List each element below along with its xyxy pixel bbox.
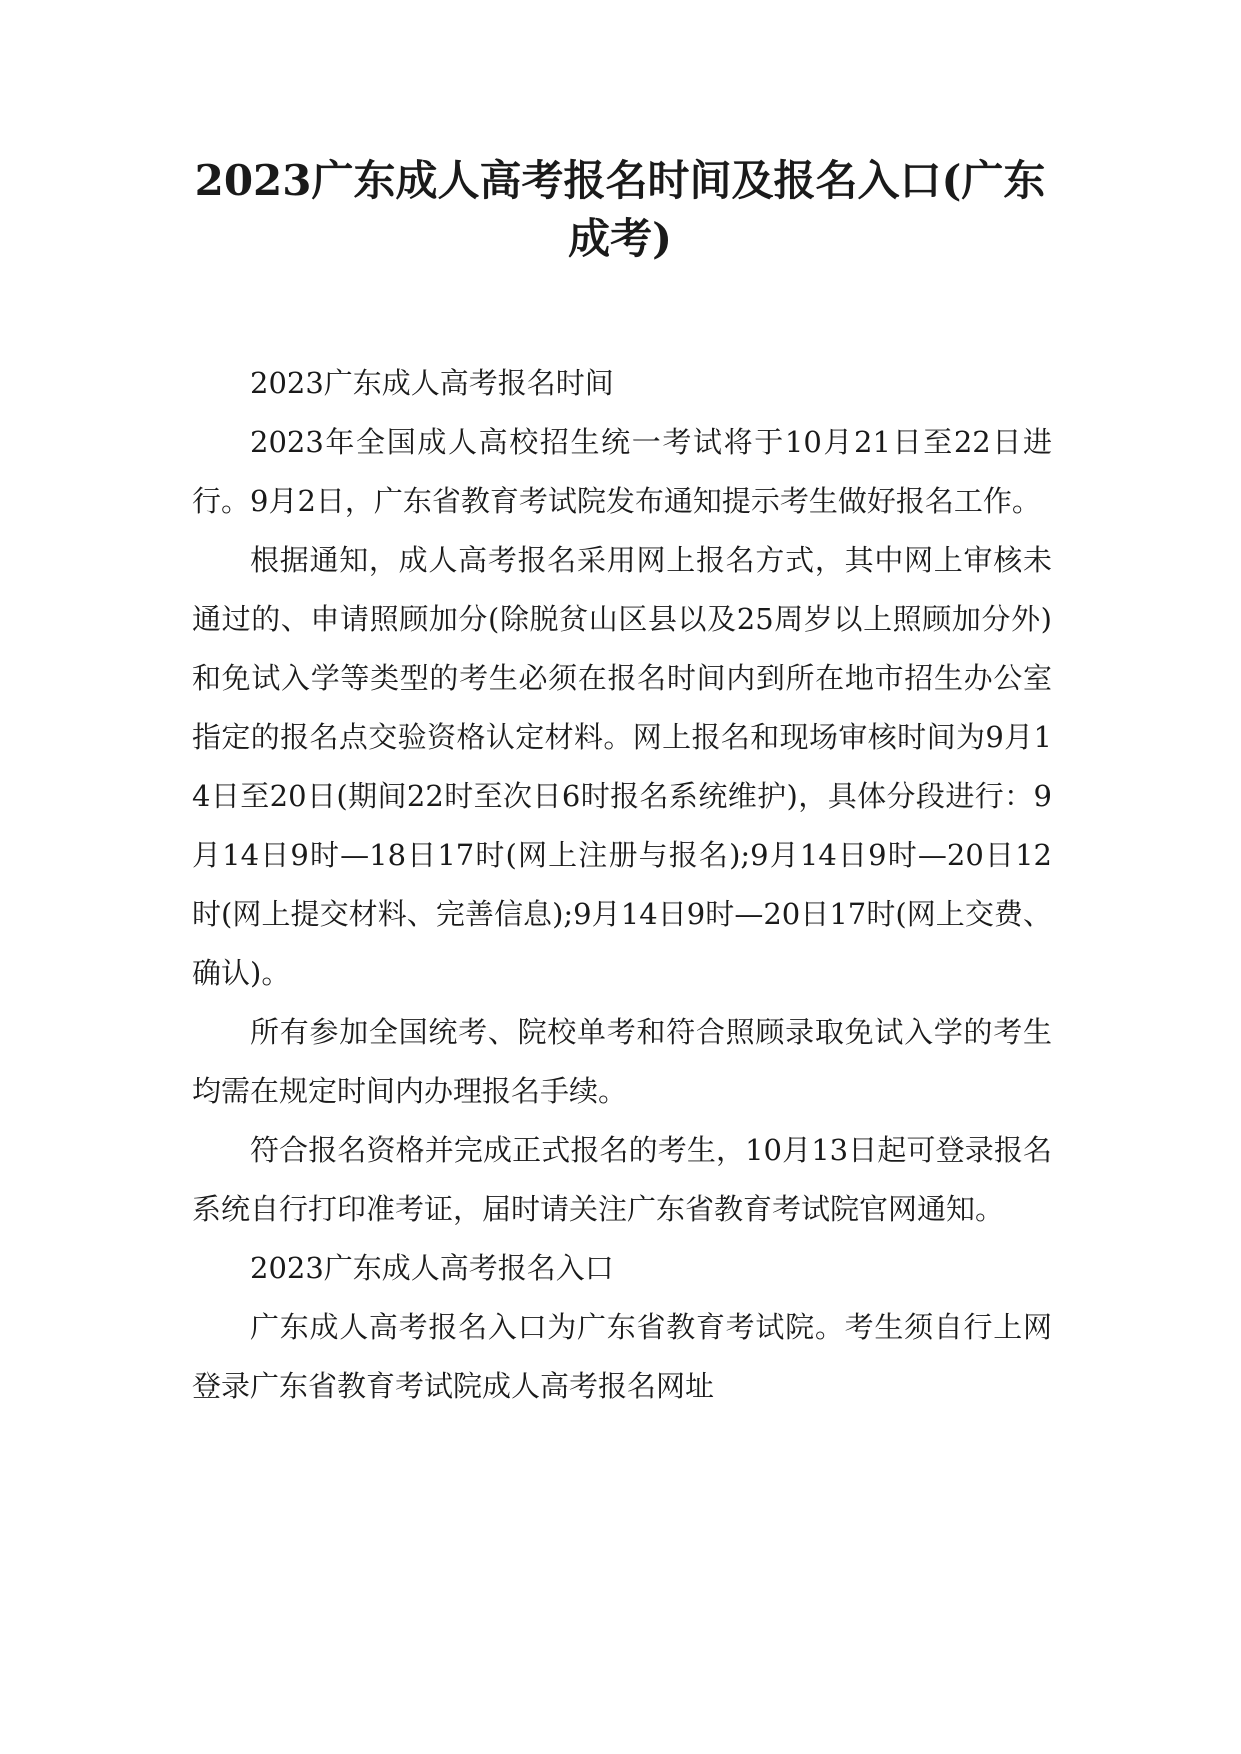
paragraph-admission-ticket: 符合报名资格并完成正式报名的考生，10月13日起可登录报名系统自行打印准考证，届时请关注广东省教育考试院官网通知。	[192, 1133, 1052, 1226]
document-title: 2023广东成人高考报名时间及报名入口(广东成考)	[194, 156, 1046, 263]
paragraph-registration-method: 根据通知，成人高考报名采用网上报名方式，其中网上审核未通过的、申请照顾加分(除脱贫山区县以及25周岁以上照顾加分外)和免试入学等类型的考生必须在报名时间内到所在地市招生办公室指定的报名点交验资格认定材料。网上报名和现场审核时间为9月14日至20日(期间22时至次日6时报名系统维护)，具体分段进行：9月14日9时—18日17时(网上注册与报名);9月14日9时—20日12时(网上提交材料、完善信息);9月14日9时—20日17时(网上交费、确认)。	[192, 543, 1052, 990]
paragraph-registration-entry: 广东成人高考报名入口为广东省教育考试院。考生须自行上网登录广东省教育考试院成人高考报名网址	[192, 1310, 1052, 1403]
section-heading-registration-entry: 2023广东成人高考报名入口	[250, 1251, 614, 1285]
section-heading-registration-time: 2023广东成人高考报名时间	[250, 366, 614, 400]
document-body	[192, 354, 1052, 1416]
paragraph-registration-requirement: 所有参加全国统考、院校单考和符合照顾录取免试入学的考生均需在规定时间内办理报名手续。	[192, 1015, 1052, 1108]
paragraph-exam-date: 2023年全国成人高校招生统一考试将于10月21日至22日进行。9月2日，广东省教育考试院发布通知提示考生做好报名工作。	[192, 425, 1052, 518]
